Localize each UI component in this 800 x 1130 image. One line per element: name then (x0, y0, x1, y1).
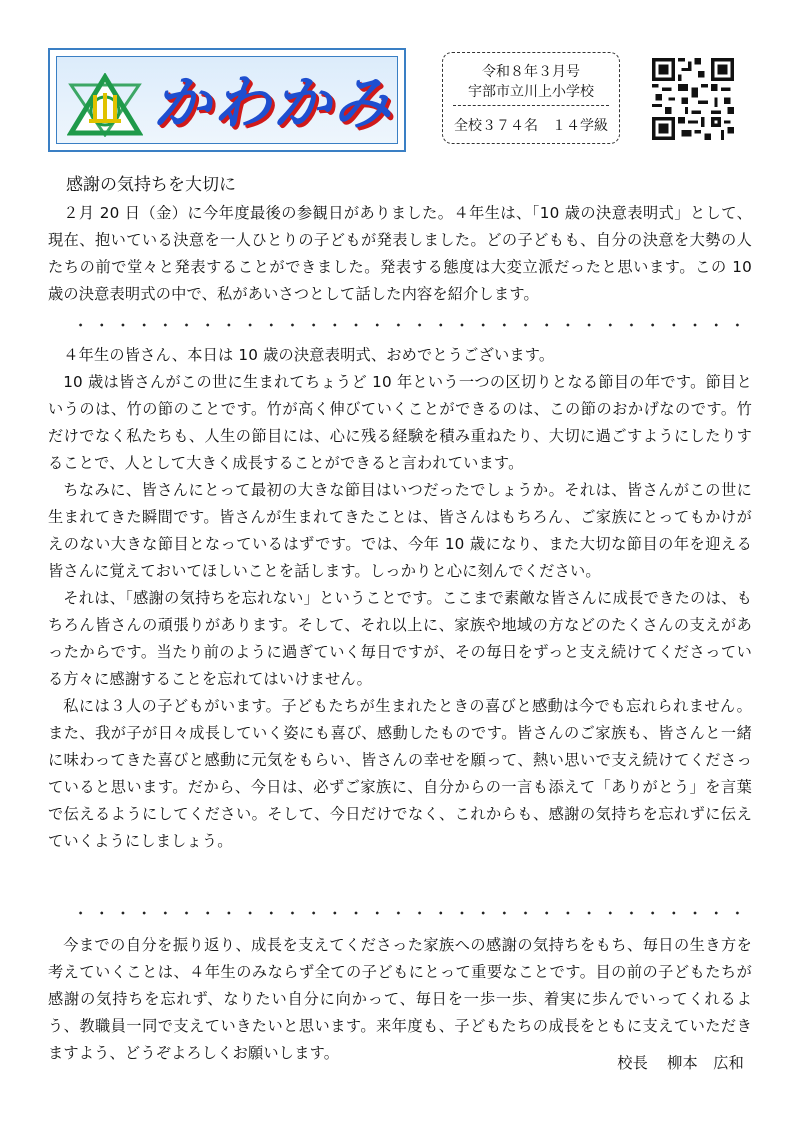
school-logo-icon (67, 73, 143, 137)
dotted-separator (70, 908, 750, 918)
speech-paragraph: 10 歳は皆さんがこの世に生まれてちょうど 10 年という一つの区切りとなる節目の年です。節目というのは、竹の節のことです。竹が高く伸びていくことができるのは、この節のおかげなのです。竹だけでなく私たちも、人生の節目には、心に残る経験を積み重ねたり、大切に過ごすようにしたりすることで、人として大きく成長することができると言われています。 (48, 373, 752, 472)
divider (453, 105, 609, 106)
dotted-separator (70, 320, 750, 330)
intro-paragraph: ２月 20 日（金）に今年度最後の参観日がありました。４年生は、「10 歳の決意表明式」として、現在、抱いている決意を一人ひとりの子どもが発表しました。どの子どもも、自分の決意を大勢の人たちの前で堂々と発表することができました。発表する態度は大変立派だったと思います。この 10 歳の決意表明式の中で、私があいさつとして話した内容を紹介します。 (48, 204, 752, 303)
signature-title: 校長 (617, 1054, 649, 1072)
masthead-panel (56, 56, 398, 144)
signature (603, 1052, 744, 1073)
closing-paragraph: 今までの自分を振り返り、成長を支えてくださった家族への感謝の気持ちをもち、毎日の生き方を考えていくことは、４年生のみならず全ての子どもにとって重要なことです。目の前の子どもたちが感謝の気持ちを忘れず、なりたい自分に向かって、毎日を一歩一歩、着実に歩んでいってくれるよう、教職員一同で支えていきたいと思います。来年度も、子どもたちの成長をともに支えていただきますよう、どうぞよろしくお願いします。 (48, 936, 752, 1062)
issue-info-box (442, 52, 620, 144)
signature-name: 柳本 広和 (667, 1054, 744, 1072)
article-heading: 感謝の気持ちを大切に (66, 175, 236, 195)
speech-paragraph: ちなみに、皆さんにとって最初の大きな節目はいつだったでしょうか。それは、皆さんがこの世に生まれてきた瞬間です。皆さんが生まれてきたことは、皆さんはもちろん、ご家族にとってもかけがえのない大きな節目となっているはずです。では、今年 10 歳になり、また大切な節目の年を迎える皆さんに覚えておいてほしいことを話します。しっかりと心に刻んでください。 (48, 481, 752, 580)
masthead (48, 48, 406, 152)
speech-paragraph: ４年生の皆さん、本日は 10 歳の決意表明式、おめでとうございます。 (63, 346, 555, 364)
speech-paragraph: それは、「感謝の気持ちを忘れない」ということです。ここまで素敵な皆さんに成長できたのは、もちろん皆さんの頑張りがあります。そして、それ以上に、家族や地域の方などのたくさんの支えがあったからです。当たり前のように過ぎていく毎日ですが、その毎日をずっと支え続けてくださっている方々に感謝することを忘れてはいけません。 (48, 589, 752, 688)
newsletter-title: かわかみ (153, 69, 394, 137)
school-stats: 全校３７４名 １４学級 (454, 118, 608, 134)
qr-code-icon (652, 58, 734, 140)
speech-paragraph: 私には３人の子どもがいます。子どもたちが生まれたときの喜びと感動は今でも忘れられません。また、我が子が日々成長していく姿にも喜び、感動したものです。皆さんのご家族も、皆さんと一緒に味わってきた喜びと感動に元気をもらい、皆さんの幸せを願って、熱い思いで支え続けてくださっていると思います。だから、今日は、必ずご家族に、自分からの一言も添えて「ありがとう」を言葉で伝えるようにしてください。そして、今日だけでなく、これからも、感謝の気持ちを忘れずに伝えていくようにしましょう。 (48, 697, 752, 850)
school-name: 宇部市立川上小学校 (468, 84, 594, 100)
issue-date: 令和８年３月号 (482, 64, 580, 80)
